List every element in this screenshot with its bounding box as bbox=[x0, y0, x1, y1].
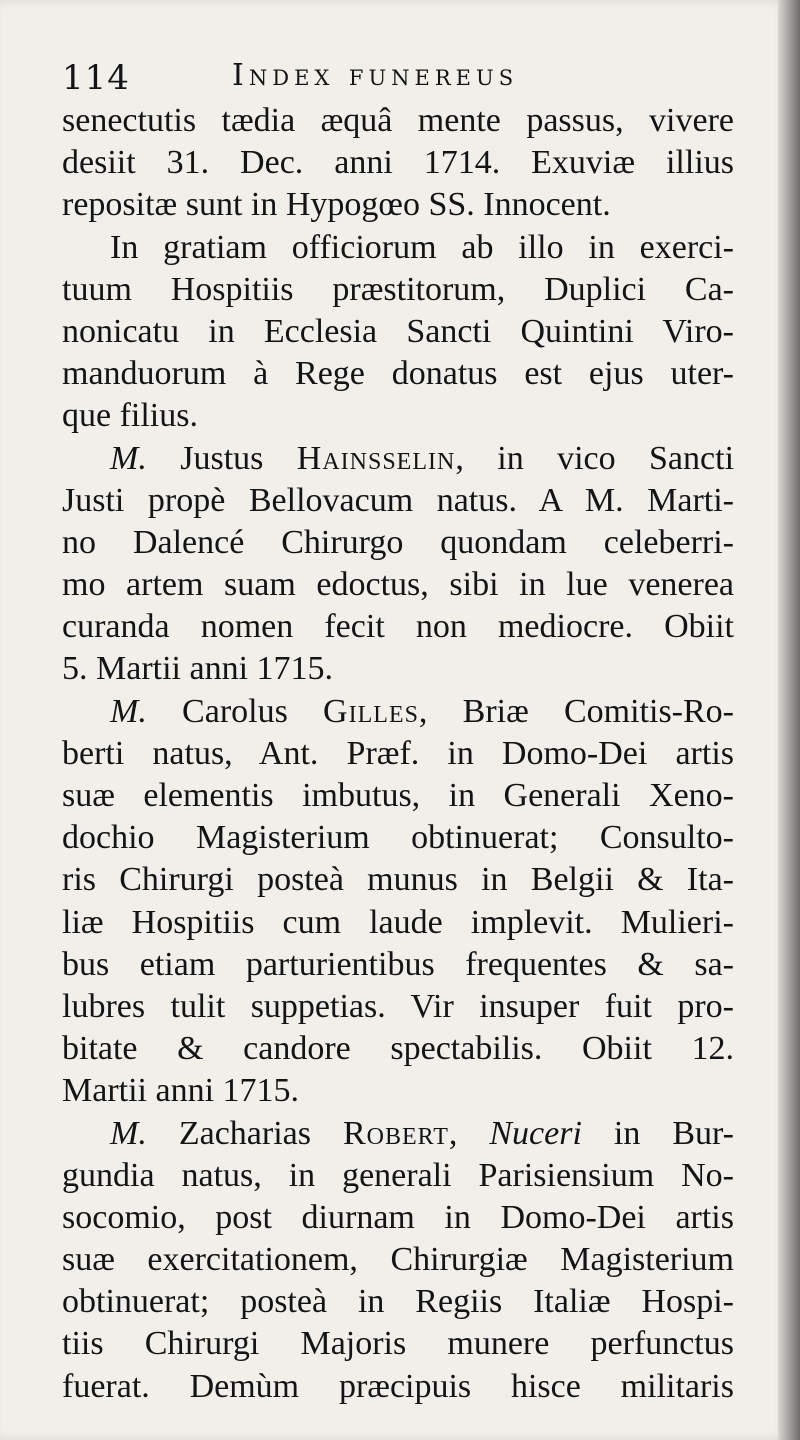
text-line bbox=[62, 775, 734, 817]
line-text: dochio Magisterium obtinuerat; Consulto- bbox=[62, 819, 734, 857]
line-text: berti natus, Ant. Præf. in Domo-Dei artis bbox=[62, 734, 734, 772]
line-text: ris Chirurgi posteà munus in Belgii & Ita- bbox=[62, 861, 734, 899]
line-text: no Dalencé Chirurgo quondam celeberri- bbox=[62, 523, 734, 561]
text-line bbox=[62, 1070, 734, 1112]
text-line bbox=[62, 227, 734, 269]
line-text: mo artem suam edoctus, sibi in lue venerea bbox=[62, 566, 734, 604]
line-text: , Briæ Comitis-Ro- bbox=[418, 692, 734, 730]
line-text: suæ exercitationem, Chirurgiæ Magisterium bbox=[62, 1241, 734, 1279]
line-text: repositæ sunt in Hypogœo SS. Innocent. bbox=[62, 186, 611, 224]
line-text: desiit 31. Dec. anni 1714. Exuviæ illius bbox=[62, 144, 734, 182]
text-line bbox=[62, 944, 734, 986]
text-line bbox=[62, 438, 734, 480]
line-sc: Gilles bbox=[323, 692, 419, 730]
line-text: manduorum à Rege donatus est ejus uter- bbox=[62, 355, 734, 393]
text-line bbox=[62, 859, 734, 901]
text-line bbox=[62, 353, 734, 395]
line-pre: Carolus bbox=[182, 692, 324, 730]
line-text: curanda nomen fecit non mediocre. Obiit bbox=[62, 608, 734, 646]
running-title: Index funereus bbox=[232, 58, 519, 93]
line-text: gundia natus, in generali Parisiensium No- bbox=[62, 1156, 734, 1194]
text-line bbox=[62, 480, 734, 522]
line-it: Nuceri bbox=[489, 1114, 582, 1152]
body-text bbox=[62, 100, 734, 1408]
line-text: in Bur- bbox=[581, 1114, 734, 1152]
text-line bbox=[62, 522, 734, 564]
page-header bbox=[62, 52, 722, 104]
text-line bbox=[62, 1366, 734, 1408]
line-prefix: M. bbox=[110, 692, 183, 730]
text-line bbox=[62, 817, 734, 859]
line-text: lubres tulit suppetias. Vir insuper fuit pro- bbox=[62, 987, 734, 1025]
line-text: suæ elementis imbutus, in Generali Xeno- bbox=[62, 777, 734, 814]
text-line bbox=[62, 1028, 734, 1070]
line-text: Martii anni 1715. bbox=[62, 1072, 300, 1110]
text-line bbox=[62, 142, 734, 184]
text-line: M. Zacharias Robert, Nuceri in Bur- bbox=[110, 1114, 734, 1152]
line-text: obtinuerat; posteà in Regiis Italiæ Hospi- bbox=[62, 1283, 734, 1321]
text-line bbox=[62, 184, 734, 226]
line-text: bitate & candore spectabilis. Obiit 12. bbox=[62, 1030, 734, 1068]
text-line bbox=[62, 986, 734, 1028]
text-line bbox=[62, 100, 734, 142]
line-sc: Robert bbox=[342, 1114, 449, 1152]
text-line bbox=[62, 395, 734, 437]
line-text: In gratiam officiorum ab illo in exerci- bbox=[110, 228, 734, 266]
text-line bbox=[62, 269, 734, 311]
text-line bbox=[62, 902, 734, 944]
text-line bbox=[62, 648, 734, 690]
line-text: socomio, post diurnam in Domo-Dei artis bbox=[62, 1198, 734, 1236]
line-pre: Zacharias bbox=[178, 1114, 343, 1152]
line-prefix: M. bbox=[110, 439, 181, 477]
line-pre: Justus bbox=[180, 439, 297, 477]
page-number: 114 bbox=[62, 58, 130, 98]
line-text: , in vico Sancti bbox=[455, 439, 734, 477]
line-text: fuerat. Demùm præcipuis hisce militaris bbox=[62, 1367, 734, 1405]
text-line bbox=[62, 311, 734, 353]
line-text: 5. Martii anni 1715. bbox=[62, 650, 334, 688]
line-text: nonicatu in Ecclesia Sancti Quintini Viro- bbox=[62, 312, 734, 350]
text-line bbox=[62, 1197, 734, 1239]
text-line bbox=[62, 606, 734, 648]
page-edge-shadow bbox=[778, 0, 800, 1440]
text-line bbox=[62, 564, 734, 606]
line-text: senectutis tædia æquâ mente passus, vivere bbox=[62, 102, 734, 139]
line-text: tiis Chirurgi Majoris munere perfunctus bbox=[62, 1325, 734, 1363]
line-text: bus etiam parturientibus frequentes & sa- bbox=[62, 945, 734, 983]
text-line bbox=[62, 691, 734, 733]
line-prefix: M. bbox=[110, 1114, 179, 1152]
text-line bbox=[62, 1281, 734, 1323]
text-line bbox=[62, 733, 734, 775]
line-sc: Hainsselin bbox=[296, 439, 456, 477]
line-text: Justi propè Bellovacum natus. A M. Marti- bbox=[62, 481, 734, 519]
line-text: tuum Hospitiis præstitorum, Duplici Ca- bbox=[62, 270, 734, 308]
text-line bbox=[62, 1323, 734, 1365]
line-text: que filius. bbox=[62, 397, 198, 435]
text-line bbox=[62, 1239, 734, 1281]
line-text: liæ Hospitiis cum laude implevit. Mulieri- bbox=[62, 903, 734, 941]
text-line bbox=[62, 1155, 734, 1197]
